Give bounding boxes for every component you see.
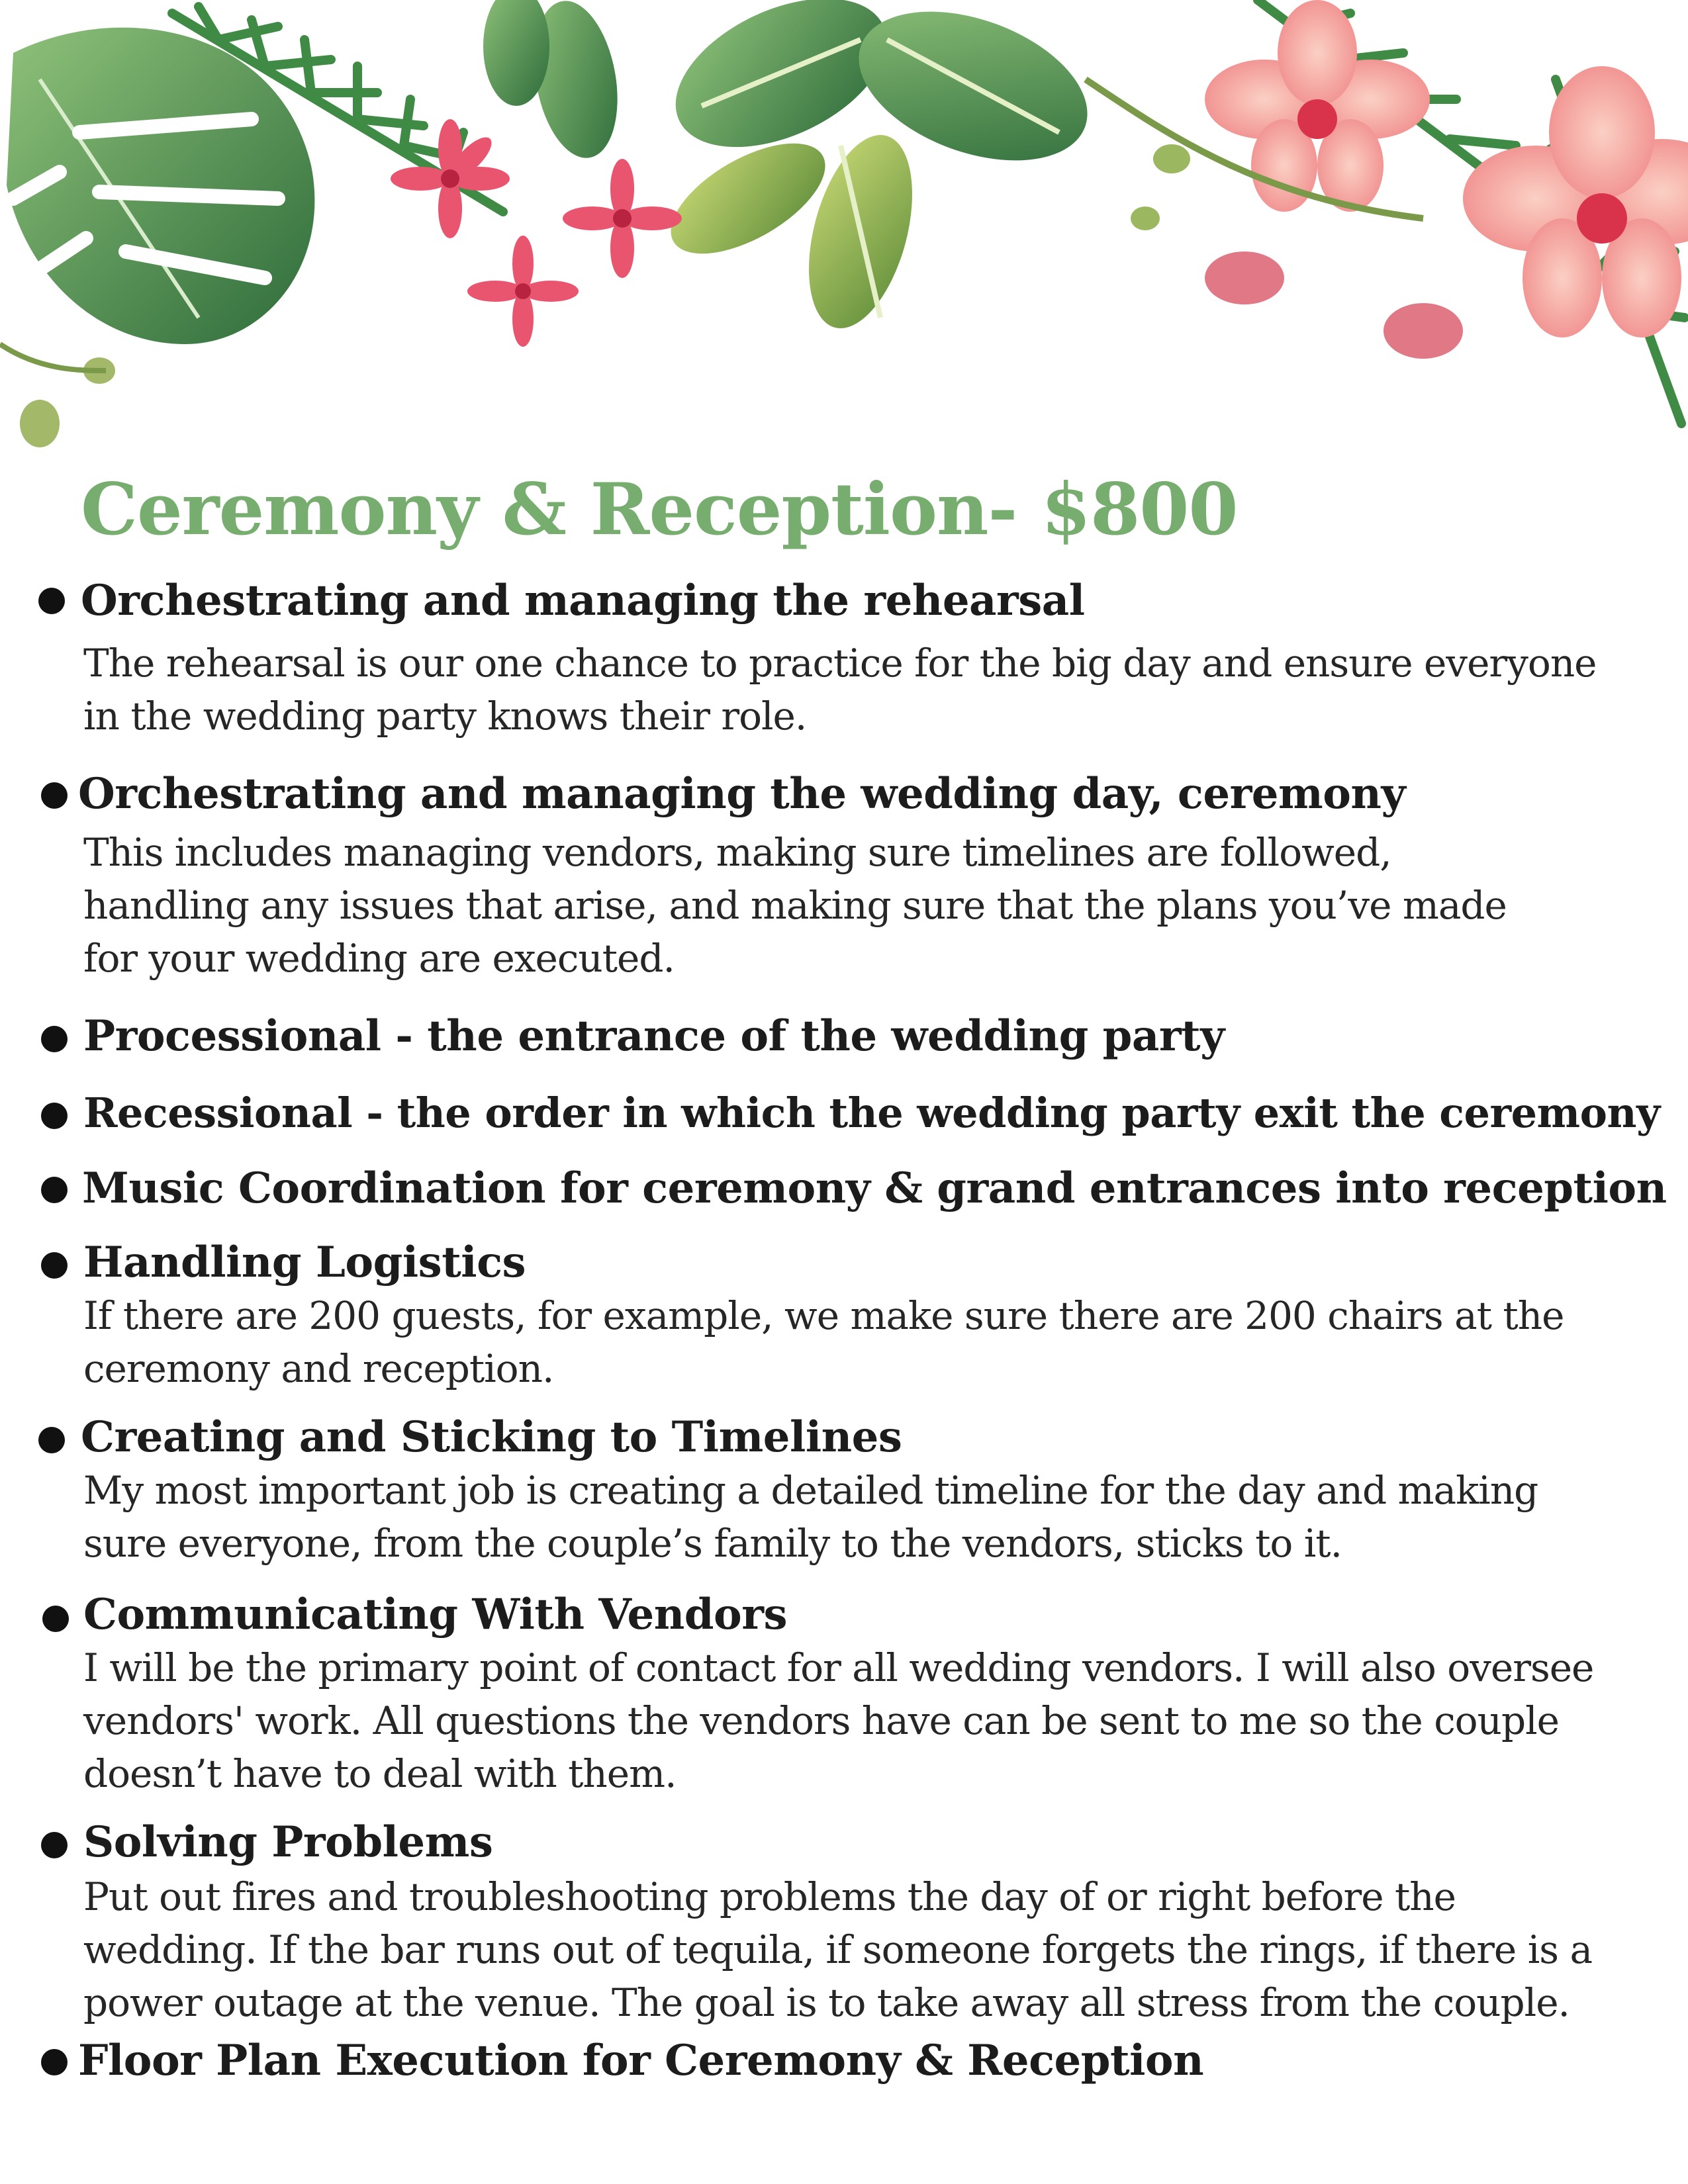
bullet-icon <box>41 1026 68 1052</box>
description-line: My most important job is creating a detailed timeline for the day and making <box>83 1468 1538 1513</box>
bullet-icon <box>41 1252 68 1279</box>
service-title: Orchestrating and managing the wedding day, ceremony <box>78 769 1406 819</box>
bullet-icon <box>38 588 65 614</box>
service-title: Solving Problems <box>83 1817 493 1867</box>
service-title: Creating and Sticking to Timelines <box>81 1412 902 1462</box>
bullet-icon <box>41 2049 68 2075</box>
description-line: in the wedding party knows their role. <box>83 694 807 739</box>
bullet-icon <box>41 782 68 809</box>
service-description <box>83 637 1679 743</box>
description-line: ceremony and reception. <box>83 1346 554 1391</box>
service-title: Processional - the entrance of the wedding party <box>83 1011 1225 1061</box>
description-line: If there are 200 guests, for example, we make sure there are 200 chairs at the <box>83 1293 1564 1338</box>
description-line: vendors' work. All questions the vendors have can be sent to me so the couple <box>83 1698 1559 1743</box>
description-line: The rehearsal is our one chance to practice for the big day and ensure everyone <box>83 641 1597 686</box>
bullet-icon <box>41 1177 68 1203</box>
service-title: Recessional - the order in which the wedding party exit the ceremony <box>83 1089 1660 1137</box>
description-line: power outage at the venue. The goal is to take away all stress from the couple. <box>83 1980 1570 2025</box>
description-line: handling any issues that arise, and making sure that the plans you’ve made <box>83 883 1507 928</box>
description-line: for your wedding are executed. <box>83 936 675 981</box>
service-description <box>83 1641 1679 1800</box>
service-title: Orchestrating and managing the rehearsal <box>81 576 1085 625</box>
bullet-icon <box>38 1427 65 1453</box>
service-description <box>83 1464 1679 1570</box>
page-title: Ceremony & Reception- $800 <box>81 468 1238 551</box>
description-line: Put out fires and troubleshooting problems the day of or right before the <box>83 1874 1456 1919</box>
service-title: Music Coordination for ceremony & grand entrances into reception <box>82 1163 1667 1213</box>
bullet-icon <box>42 1606 69 1632</box>
description-line: I will be the primary point of contact for all wedding vendors. I will also oversee <box>83 1645 1594 1690</box>
description-line: sure everyone, from the couple’s family to the vendors, sticks to it. <box>83 1521 1342 1566</box>
description-line: wedding. If the bar runs out of tequila, if someone forgets the rings, if there is a <box>83 1927 1593 1972</box>
service-title: Floor Plan Execution for Ceremony & Reception <box>78 2036 1204 2085</box>
description-line: This includes managing vendors, making sure timelines are followed, <box>83 830 1391 875</box>
service-description <box>83 1870 1679 2029</box>
service-title: Communicating With Vendors <box>83 1590 787 1639</box>
description-line: doesn’t have to deal with them. <box>83 1751 677 1796</box>
bullet-icon <box>41 1832 68 1858</box>
service-description <box>83 1289 1679 1395</box>
service-description <box>83 826 1679 985</box>
bullet-icon <box>41 1103 68 1129</box>
service-title: Handling Logistics <box>83 1238 526 1287</box>
